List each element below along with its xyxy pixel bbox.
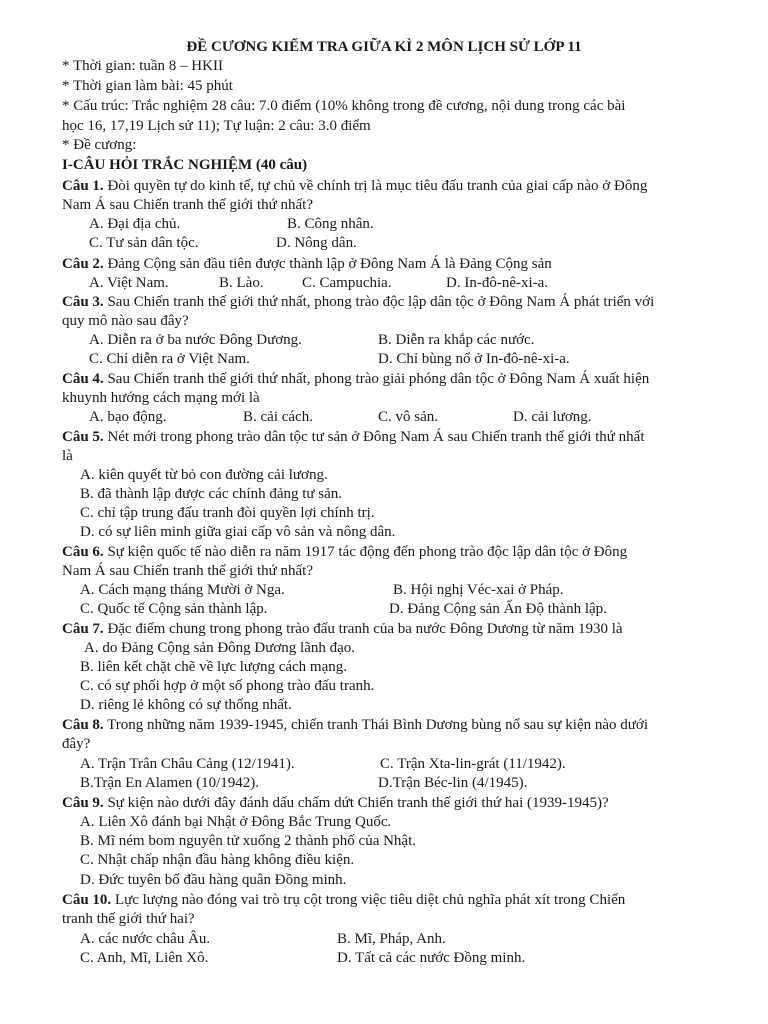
q7-option-a: A. do Đảng Cộng sản Đông Dương lãnh đạo. bbox=[84, 640, 356, 656]
question-3 bbox=[62, 293, 654, 312]
question-text: Đảng Cộng sản đầu tiên được thành lập ở Đông Nam Á là Đảng Cộng sản bbox=[107, 256, 552, 272]
document-title: ĐỀ CƯƠNG KIỂM TRA GIỮA KÌ 2 MÔN LỊCH SỬ LỚP 11 bbox=[186, 39, 582, 55]
question-1 bbox=[62, 177, 647, 196]
q9-option-b: B. Mĩ ném bom nguyên tử xuống 2 thành phố của Nhật. bbox=[80, 833, 417, 849]
q9-option-d: D. Đức tuyên bố đầu hàng quân Đồng minh. bbox=[80, 872, 347, 888]
q8-option-d: D.Trận Béc-lin (4/1945). bbox=[378, 775, 528, 791]
question-text: Trong những năm 1939-1945, chiến tranh Thái Bình Dương bùng nổ sau sự kiện nào dưới bbox=[107, 717, 649, 733]
question-1-text-cont: Nam Á sau Chiến tranh thế giới thứ nhất? bbox=[62, 197, 314, 213]
q5-option-a: A. kiên quyết từ bỏ con đường cải lương. bbox=[80, 467, 328, 483]
question-4 bbox=[62, 370, 649, 389]
q10-option-b: B. Mĩ, Pháp, Anh. bbox=[337, 931, 446, 947]
section-title: I-CÂU HỎI TRẮC NGHIỆM (40 câu) bbox=[62, 157, 308, 173]
q8-option-b: B.Trận En Alamen (10/1942). bbox=[80, 775, 260, 791]
q6-option-d: D. Đảng Cộng sản Ấn Độ thành lập. bbox=[389, 601, 607, 617]
question-8 bbox=[62, 716, 648, 735]
question-text: Sau Chiến tranh thế giới thứ nhất, phong trào độc lập dân tộc ở Đông Nam Á phát triển với bbox=[107, 294, 655, 310]
question-number: Câu 7. bbox=[62, 621, 104, 637]
q1-option-b: B. Công nhân. bbox=[287, 216, 374, 232]
q10-option-a: A. các nước châu Âu. bbox=[80, 931, 211, 947]
q5-option-d: D. có sự liên minh giữa giai cấp vô sản và nông dân. bbox=[80, 524, 396, 540]
info-line-duration: * Thời gian làm bài: 45 phút bbox=[62, 78, 233, 94]
question-text: Đặc điểm chung trong phong trào đấu tranh của ba nước Đông Dương từ năm 1930 là bbox=[107, 621, 623, 637]
question-5 bbox=[62, 428, 645, 447]
question-4-text-cont: khuynh hướng cách mạng mới là bbox=[62, 390, 260, 406]
q6-option-b: B. Hội nghị Véc-xai ở Pháp. bbox=[393, 582, 564, 598]
question-text: Nét mới trong phong trào dân tộc tư sản ở Đông Nam Á sau Chiến tranh thế giới thứ nhất bbox=[107, 429, 645, 445]
question-2 bbox=[62, 255, 552, 274]
question-3-text-cont: quy mô nào sau đây? bbox=[62, 313, 189, 329]
q9-option-a: A. Liên Xô đánh bại Nhật ở Đông Bắc Trung Quốc. bbox=[80, 814, 392, 830]
q2-option-b: B. Lào. bbox=[219, 275, 264, 291]
question-number: Câu 1. bbox=[62, 178, 104, 194]
question-number: Câu 8. bbox=[62, 717, 104, 733]
q1-option-d: D. Nông dân. bbox=[276, 235, 357, 251]
q3-option-c: C. Chỉ diễn ra ở Việt Nam. bbox=[89, 351, 250, 367]
q1-option-c: C. Tư sản dân tộc. bbox=[89, 235, 199, 251]
q2-option-a: A. Việt Nam. bbox=[89, 275, 169, 291]
q7-option-d: D. riêng lẻ không có sự thống nhất. bbox=[80, 697, 292, 713]
q10-option-c: C. Anh, Mĩ, Liên Xô. bbox=[80, 950, 209, 966]
question-number: Câu 6. bbox=[62, 544, 104, 560]
q5-option-c: C. chỉ tập trung đấu tranh đòi quyền lợi chính trị. bbox=[80, 505, 375, 521]
question-text: Sự kiện quốc tế nào diễn ra năm 1917 tác động đến phong trào độc lập dân tộc ở Đông bbox=[107, 544, 628, 560]
question-7 bbox=[62, 620, 623, 639]
question-6-text-cont: Nam Á sau Chiến tranh thế giới thứ nhất? bbox=[62, 563, 314, 579]
q4-option-d: D. cải lương. bbox=[513, 409, 592, 425]
question-text: Sau Chiến tranh thế giới thứ nhất, phong trào giải phóng dân tộc ở Đông Nam Á xuất hiện bbox=[107, 371, 650, 387]
question-text: Sự kiện nào dưới đây đánh dấu chấm dứt Chiến tranh thế giới thứ hai (1939-1945)? bbox=[107, 795, 609, 811]
q10-option-d: D. Tất cả các nước Đồng minh. bbox=[337, 950, 526, 966]
q3-option-a: A. Diễn ra ở ba nước Đông Dương. bbox=[89, 332, 302, 348]
q2-option-d: D. In-đô-nê-xi-a. bbox=[446, 275, 549, 291]
info-line-time: * Thời gian: tuần 8 – HKII bbox=[62, 58, 223, 74]
q9-option-c: C. Nhật chấp nhận đầu hàng không điều kiện. bbox=[80, 852, 355, 868]
q8-option-a: A. Trận Trân Châu Cảng (12/1941). bbox=[80, 756, 295, 772]
question-10-text-cont: tranh thế giới thứ hai? bbox=[62, 911, 195, 927]
info-line-outline: * Đề cương: bbox=[62, 137, 137, 153]
q3-option-d: D. Chỉ bùng nổ ở In-đô-nê-xi-a. bbox=[378, 351, 570, 367]
question-5-text-cont: là bbox=[62, 448, 73, 464]
q8-option-c: C. Trận Xta-lin-grát (11/1942). bbox=[380, 756, 566, 772]
question-number: Câu 4. bbox=[62, 371, 104, 387]
q4-option-b: B. cải cách. bbox=[243, 409, 313, 425]
q3-option-b: B. Diễn ra khắp các nước. bbox=[378, 332, 535, 348]
question-number: Câu 2. bbox=[62, 256, 104, 272]
q5-option-b: B. đã thành lập được các chính đảng tư sản. bbox=[80, 486, 343, 502]
question-number: Câu 3. bbox=[62, 294, 104, 310]
info-line-structure-cont: học 16, 17,19 Lịch sử 11); Tự luận: 2 câu: 3.0 điểm bbox=[62, 118, 371, 134]
q7-option-b: B. liên kết chặt chẽ về lực lượng cách mạng. bbox=[80, 659, 348, 675]
question-number: Câu 10. bbox=[62, 892, 112, 908]
question-10 bbox=[62, 891, 625, 910]
question-6 bbox=[62, 543, 627, 562]
q7-option-c: C. có sự phối hợp ở một số phong trào đấu tranh. bbox=[80, 678, 375, 694]
question-text: Đòi quyền tự do kinh tế, tự chủ về chính trị là mục tiêu đấu tranh của giai cấp nào ở Đông bbox=[107, 178, 648, 194]
q4-option-c: C. vô sản. bbox=[378, 409, 438, 425]
question-8-text-cont: đây? bbox=[62, 736, 91, 752]
question-9 bbox=[62, 794, 609, 813]
q6-option-a: A. Cách mạng tháng Mười ở Nga. bbox=[80, 582, 285, 598]
q2-option-c: C. Campuchia. bbox=[302, 275, 392, 291]
question-number: Câu 5. bbox=[62, 429, 104, 445]
question-number: Câu 9. bbox=[62, 795, 104, 811]
q4-option-a: A. bạo động. bbox=[89, 409, 167, 425]
q6-option-c: C. Quốc tế Cộng sản thành lập. bbox=[80, 601, 268, 617]
question-text: Lực lượng nào đóng vai trò trụ cột trong việc tiêu diệt chủ nghĩa phát xít trong Chiến bbox=[114, 892, 626, 908]
q1-option-a: A. Đại địa chủ. bbox=[89, 216, 181, 232]
info-line-structure: * Cấu trúc: Trắc nghiệm 28 câu: 7.0 điểm (10% không trong đề cương, nội dung trong các bài bbox=[62, 98, 626, 114]
